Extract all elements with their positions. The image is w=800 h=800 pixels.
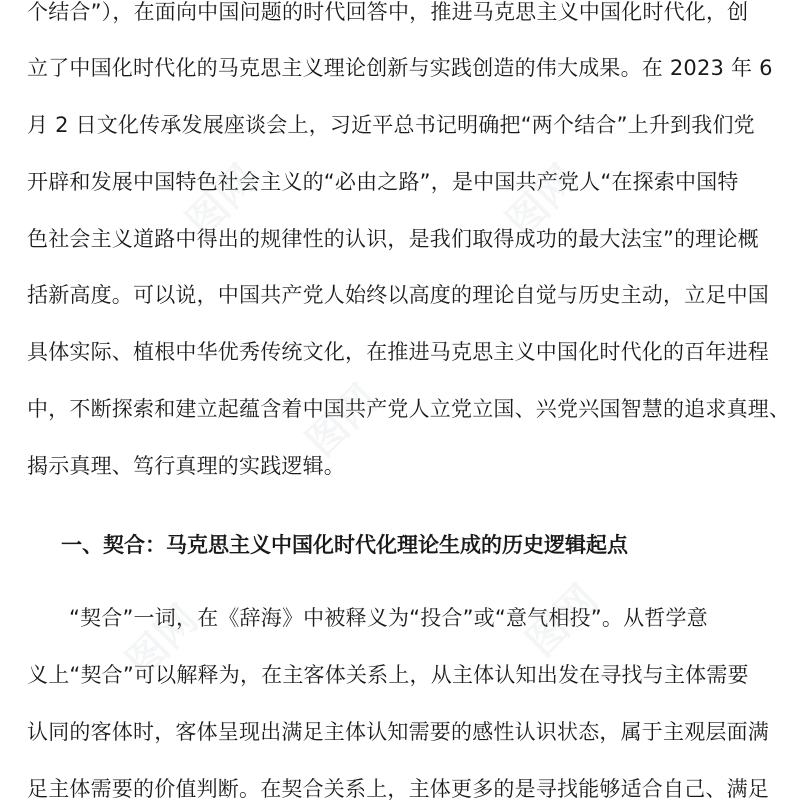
paragraph-line: 足主体需要的价值判断。在契合关系上，主体更多的是寻找能够适合自己、满足: [27, 777, 769, 800]
paragraph-line: 中，不断探索和建立起蕴含着中国共产党人立党立国、兴党兴国智慧的追求真理、: [27, 397, 791, 421]
paragraph-line: “契合”一词，在《辞海》中被释义为“投合”或“意气相投”。从哲学意: [69, 606, 708, 630]
paragraph-line: 具体实际、植根中华优秀传统文化，在推进马克思主义中国化时代化的百年进程: [27, 340, 769, 364]
paragraph-line: 色社会主义道路中得出的规律性的认识，是我们取得成功的最大法宝”的理论概: [27, 227, 759, 251]
paragraph-line: 揭示真理、笃行真理的实践逻辑。: [27, 454, 345, 478]
paragraph-line: 开辟和发展中国特色社会主义的“必由之路”，是中国共产党人“在探索中国特: [27, 170, 739, 194]
section-heading: 一、契合：马克思主义中国化时代化理论生成的历史逻辑起点: [61, 533, 628, 557]
paragraph-line: 认同的客体时，客体呈现出满足主体认知需要的感性认识状态，属于主观层面满: [27, 720, 769, 744]
paragraph-line: 立了中国化时代化的马克思主义理论创新与实践创造的伟大成果。在 2023 年 6: [27, 56, 773, 80]
watermark: 图网: [497, 156, 588, 246]
paragraph-line: 个结合”），在面向中国问题的时代回答中，推进马克思主义中国化时代化，创: [27, 0, 749, 24]
paragraph-line: 义上“契合”可以解释为，在主客体关系上，从主体认知出发在寻找与主体需要: [27, 663, 749, 687]
watermark: 图网: [297, 376, 388, 466]
watermark: 图网: [177, 156, 268, 246]
watermark: 图网: [517, 576, 608, 666]
watermark: 图网: [117, 596, 208, 686]
paragraph-line: 括新高度。可以说，中国共产党人始终以高度的理论自觉与历史主动，立足中国: [27, 283, 769, 307]
paragraph-line: 月 2 日文化传承发展座谈会上，习近平总书记明确把“两个结合”上升到我们党: [27, 113, 755, 137]
